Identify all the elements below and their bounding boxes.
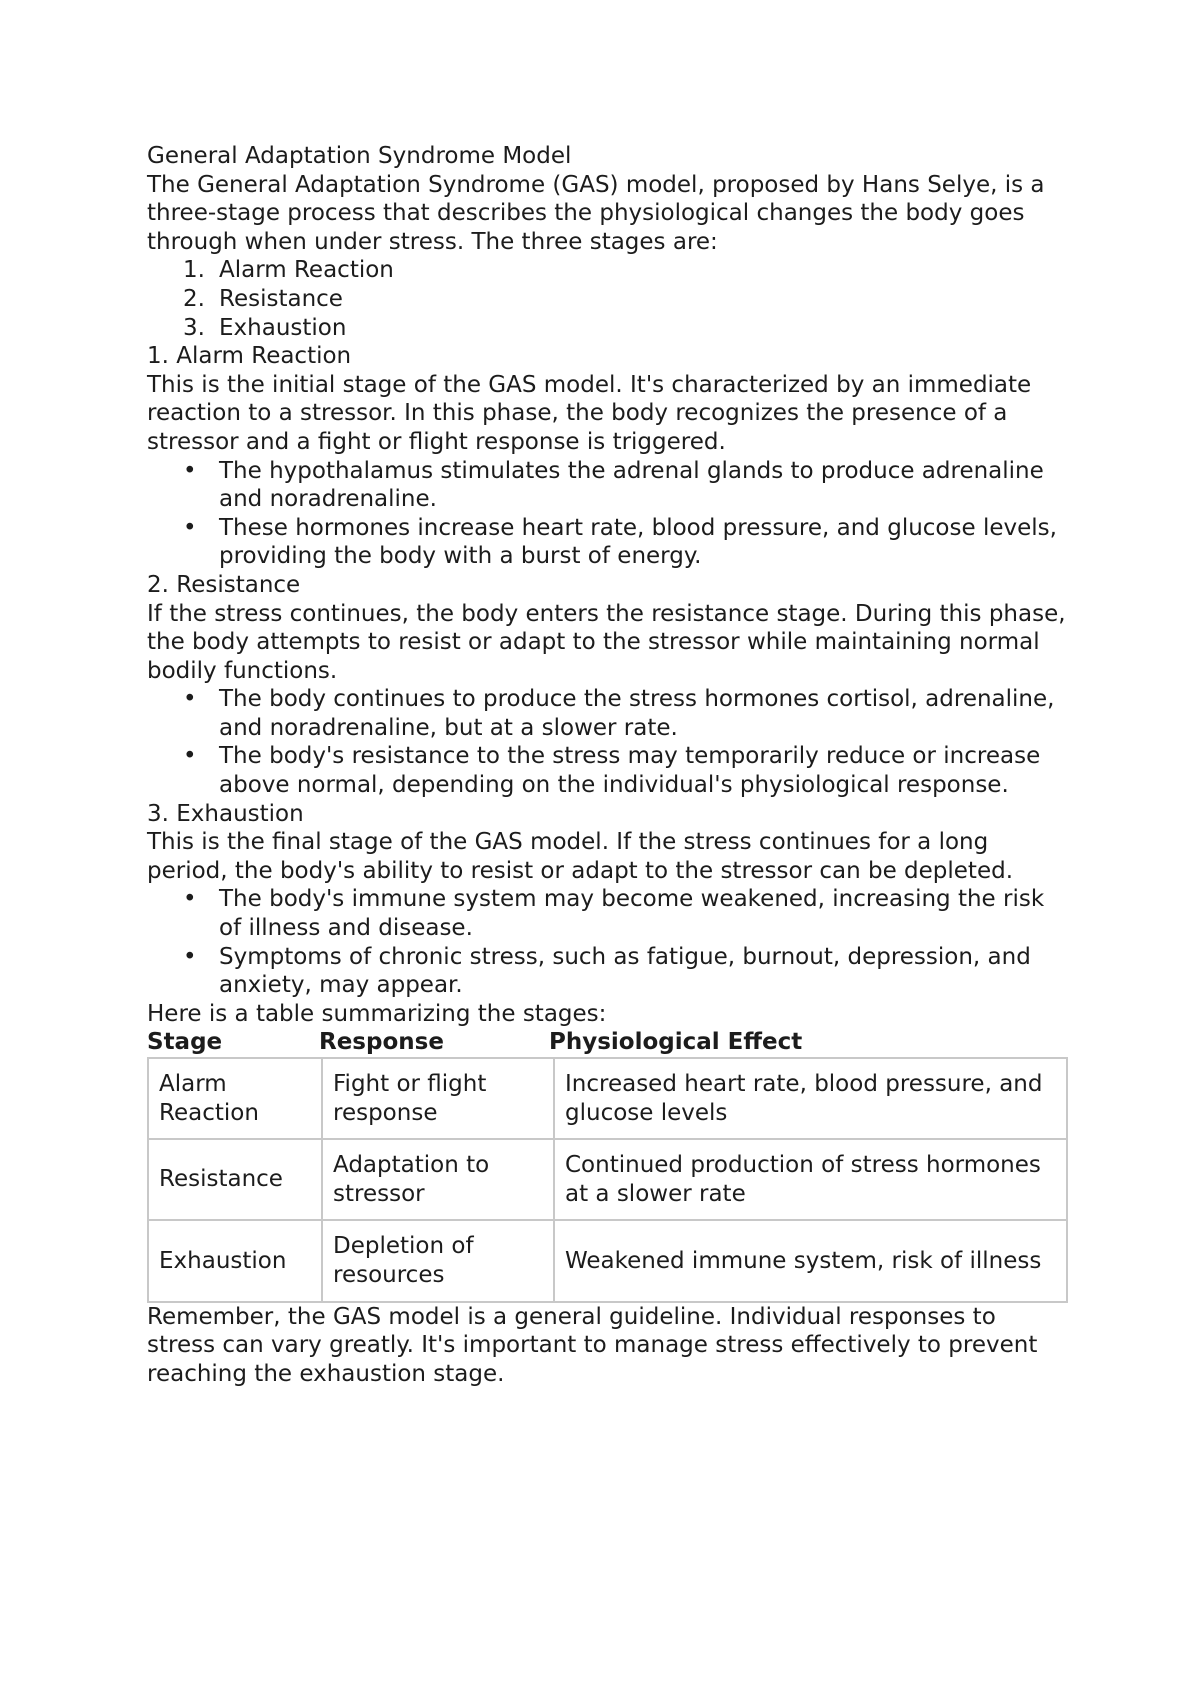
- section-body-resistance: If the stress continues, the body enters the resistance stage. During this phase, the body attempts to resist or adapt to the stressor while maintaining normal bodily functions.: [147, 600, 1066, 684]
- section-heading-resistance: 2. Resistance: [147, 571, 301, 598]
- table-cell-response: Adaptation to stressor: [322, 1139, 554, 1220]
- table-cell-effect: Increased heart rate, blood pressure, and glucose levels: [554, 1058, 1067, 1139]
- section-heading-exhaustion: 3. Exhaustion: [147, 800, 304, 827]
- bullet-list-resistance: [147, 685, 1067, 799]
- list-item-label: Resistance: [219, 285, 343, 312]
- table-cell-response: Fight or flight response: [322, 1058, 554, 1139]
- section-heading-alarm: 1. Alarm Reaction: [147, 343, 352, 370]
- table-row: [148, 1058, 1067, 1139]
- bullet-list-alarm: [147, 457, 1067, 571]
- table-header-row: [147, 1028, 1067, 1057]
- list-number: 1.: [183, 257, 205, 284]
- list-item: [183, 314, 1067, 343]
- bullet-item: • The body continues to produce the stress hormones cortisol, adrenaline, and noradrenaline, but at a slower rate.: [219, 685, 1067, 742]
- section-body-alarm: This is the initial stage of the GAS model. It's characterized by an immediate reaction to a stressor. In this phase, the body recognizes the presence of a stressor and a fight or flight response is triggered.: [147, 371, 1032, 455]
- table-row: [148, 1139, 1067, 1220]
- table-cell-stage: Resistance: [148, 1139, 322, 1220]
- bullet-item: • The body's immune system may become weakened, increasing the risk of illness and disease.: [219, 885, 1067, 942]
- bullet-item: • Symptoms of chronic stress, such as fatigue, burnout, depression, and anxiety, may appear.: [219, 943, 1067, 1000]
- list-item: [183, 285, 1067, 314]
- bullet-item: • The body's resistance to the stress may temporarily reduce or increase above normal, depending on the individual's physiological response.: [219, 742, 1067, 799]
- summary-table: [147, 1057, 1068, 1303]
- list-item-label: Alarm Reaction: [219, 257, 394, 284]
- conclusion-paragraph: Remember, the GAS model is a general guideline. Individual responses to stress can vary greatly. It's important to manage stress effectively to prevent reaching the exhaustion stage.: [147, 1303, 1038, 1387]
- document-title: General Adaptation Syndrome Model: [147, 143, 572, 169]
- bullet-item: • The hypothalamus stimulates the adrenal glands to produce adrenaline and noradrenaline.: [219, 457, 1067, 514]
- table-row: [148, 1220, 1067, 1301]
- bullet-item: • These hormones increase heart rate, blood pressure, and glucose levels, providing the body with a burst of energy.: [219, 514, 1067, 571]
- list-number: 3.: [183, 314, 205, 341]
- stage-list: [147, 256, 1067, 342]
- table-cell-stage: Exhaustion: [148, 1220, 322, 1301]
- section-body-exhaustion: This is the final stage of the GAS model. If the stress continues for a long period, the body's ability to resist or adapt to the stressor can be depleted.: [147, 829, 1014, 884]
- list-item-label: Exhaustion: [219, 314, 347, 341]
- table-header-effect: Physiological Effect: [549, 1029, 803, 1056]
- table-cell-stage: Alarm Reaction: [148, 1058, 322, 1139]
- list-number: 2.: [183, 285, 205, 312]
- table-cell-effect: Weakened immune system, risk of illness: [554, 1220, 1067, 1301]
- table-cell-response: Depletion of resources: [322, 1220, 554, 1301]
- table-cell-effect: Continued production of stress hormones at a slower rate: [554, 1139, 1067, 1220]
- table-header-stage: Stage: [147, 1029, 223, 1056]
- table-intro: Here is a table summarizing the stages:: [147, 1000, 607, 1027]
- bullet-list-exhaustion: [147, 885, 1067, 999]
- intro-paragraph: The General Adaptation Syndrome (GAS) model, proposed by Hans Selye, is a three-stage process that describes the physiological changes the body goes through when under stress. The three stages are:: [147, 171, 1045, 255]
- list-item: [183, 256, 1067, 285]
- table-header-response: Response: [319, 1029, 444, 1056]
- document-page: [147, 142, 1067, 1388]
